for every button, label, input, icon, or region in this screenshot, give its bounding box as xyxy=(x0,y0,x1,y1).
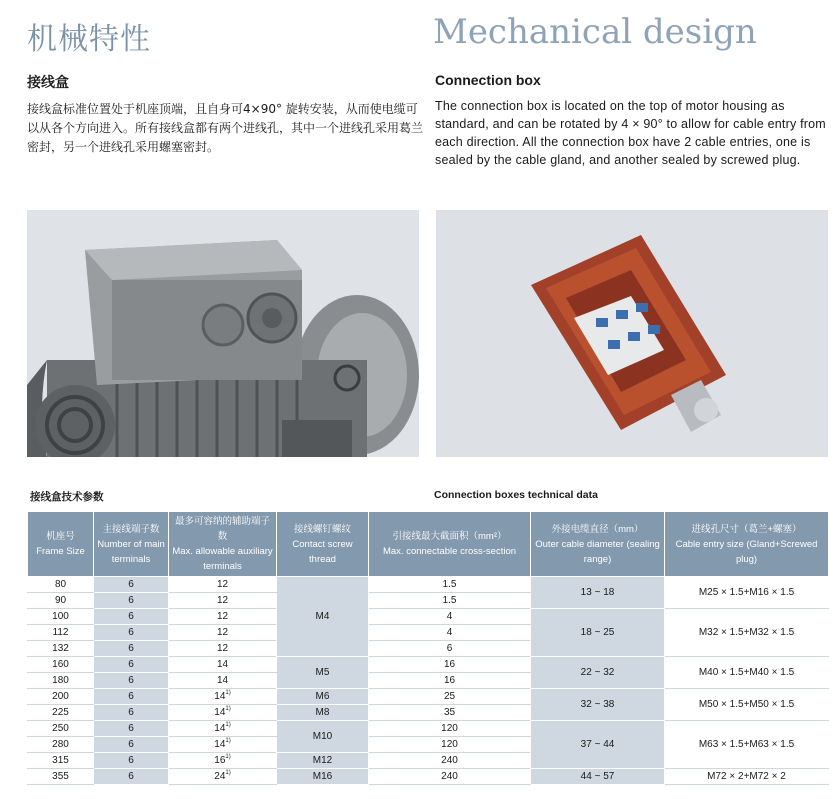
cell-aux-terminals: 24$^{1)}$ xyxy=(169,769,277,785)
footnote-mark: 1) xyxy=(225,706,231,712)
table-row xyxy=(28,657,829,673)
header-en: Contact screw thread xyxy=(292,538,353,565)
cell-screw-thread: M10 xyxy=(277,721,369,753)
cell-frame-size: 80 xyxy=(28,577,94,593)
connection-box-spec-table xyxy=(27,511,829,785)
footnote-mark: 1) xyxy=(225,738,231,744)
cell-cross-section: 240 xyxy=(369,769,531,785)
cell-cross-section: 35 xyxy=(369,705,531,721)
section-subtitle-cn: 接线盒 xyxy=(27,75,69,91)
cell-cable-diameter: 32 ~ 38 xyxy=(531,689,665,721)
cell-aux-terminals: 12 xyxy=(169,577,277,593)
page-title-en: Mechanical design xyxy=(433,12,757,52)
cell-cable-entry: M25 × 1.5+M16 × 1.5 xyxy=(665,577,829,609)
cell-main-terminals: 6 xyxy=(94,721,169,737)
cell-aux-terminals: 14$^{1)}$ xyxy=(169,705,277,721)
cell-screw-thread: M5 xyxy=(277,657,369,689)
header-cn: 进线孔尺寸（葛兰+螺塞） xyxy=(691,523,802,535)
header-cn: 最多可容纳的辅助端子数 xyxy=(174,516,270,542)
cell-aux-terminals: 14$^{1)}$ xyxy=(169,721,277,737)
header-en: Outer cable diameter (sealing range) xyxy=(535,538,660,565)
header-cn: 接线螺钉螺纹 xyxy=(293,523,351,535)
table-caption-en: Connection boxes technical data xyxy=(434,489,598,501)
cell-cable-diameter: 13 ~ 18 xyxy=(531,577,665,609)
cell-cable-diameter: 37 ~ 44 xyxy=(531,721,665,769)
header-cross-section xyxy=(369,512,531,577)
cell-main-terminals: 6 xyxy=(94,593,169,609)
cell-cross-section: 120 xyxy=(369,737,531,753)
table-caption-cn: 接线盒技术参数 xyxy=(30,491,104,503)
table-row xyxy=(28,689,829,705)
cell-main-terminals: 6 xyxy=(94,657,169,673)
cell-screw-thread: M16 xyxy=(277,769,369,785)
cell-frame-size: 180 xyxy=(28,673,94,689)
table-row xyxy=(28,577,829,593)
cell-cross-section: 4 xyxy=(369,625,531,641)
cell-main-terminals: 6 xyxy=(94,625,169,641)
header-en: Max. connectable cross-section xyxy=(382,546,517,557)
header-cable-entry xyxy=(665,512,829,577)
header-cn: 机座号 xyxy=(46,531,75,542)
cell-aux-terminals: 14 xyxy=(169,657,277,673)
cell-cross-section: 120 xyxy=(369,721,531,737)
header-aux-terminals xyxy=(169,512,277,577)
connection-box-photo xyxy=(436,210,828,457)
header-en: Max. allowable auxiliary terminals xyxy=(172,546,273,572)
cell-main-terminals: 6 xyxy=(94,737,169,753)
connection-box-illustration xyxy=(436,210,828,457)
cell-cross-section: 1.5 xyxy=(369,577,531,593)
cell-cable-entry: M32 × 1.5+M32 × 1.5 xyxy=(665,609,829,657)
cell-aux-terminals: 12 xyxy=(169,625,277,641)
cell-screw-thread: M4 xyxy=(277,577,369,657)
table-row xyxy=(28,609,829,625)
section-body-cn: 接线盒标准位置处于机座顶端，且自身可4×90° 旋转安装，从而使电缆可以从各个方向进入。所有接线盒都有两个进线孔，其中一个进线孔采用葛兰密封，另一个进线孔采用螺塞密封。 xyxy=(27,102,424,154)
footnote-mark: 1) xyxy=(225,754,231,760)
cell-frame-size: 225 xyxy=(28,705,94,721)
cell-cable-diameter: 18 ~ 25 xyxy=(531,609,665,657)
cell-cable-entry: M40 × 1.5+M40 × 1.5 xyxy=(665,657,829,689)
footnote-mark: 1) xyxy=(225,722,231,728)
header-en: Number of main terminals xyxy=(97,538,165,565)
header-en: Cable entry size (Gland+Screwed plug) xyxy=(675,538,818,565)
section-subtitle-en: Connection box xyxy=(435,72,541,88)
cell-aux-terminals: 16$^{1)}$ xyxy=(169,753,277,769)
motor-illustration xyxy=(27,210,419,457)
table-body xyxy=(28,577,829,785)
cell-cable-entry: M50 × 1.5+M50 × 1.5 xyxy=(665,689,829,721)
header-cable-diameter xyxy=(531,512,665,577)
cell-cable-entry: M72 × 2+M72 × 2 xyxy=(665,769,829,785)
header-cn: 引接线最大截面积（mm²） xyxy=(392,531,507,542)
cell-cross-section: 240 xyxy=(369,753,531,769)
cell-screw-thread: M8 xyxy=(277,705,369,721)
cell-cross-section: 25 xyxy=(369,689,531,705)
cell-aux-terminals: 12 xyxy=(169,609,277,625)
cell-frame-size: 160 xyxy=(28,657,94,673)
header-screw-thread xyxy=(277,512,369,577)
cell-aux-terminals: 12 xyxy=(169,641,277,657)
header-cn: 主接线端子数 xyxy=(102,523,160,535)
cell-cross-section: 6 xyxy=(369,641,531,657)
cell-main-terminals: 6 xyxy=(94,689,169,705)
cell-cable-diameter: 44 ~ 57 xyxy=(531,769,665,785)
cell-main-terminals: 6 xyxy=(94,705,169,721)
cell-main-terminals: 6 xyxy=(94,641,169,657)
section-body-en: The connection box is located on the top of motor housing as standard, and can be rotated by 4 × 90° to allow for cable entry from each direction. All the connection box have 2 cable entries, one is sealed by the cable gland, and another sealed by screwed plug. xyxy=(435,99,826,167)
cell-aux-terminals: 12 xyxy=(169,593,277,609)
cell-main-terminals: 6 xyxy=(94,577,169,593)
cell-cross-section: 1.5 xyxy=(369,593,531,609)
cell-frame-size: 250 xyxy=(28,721,94,737)
cell-cable-diameter: 22 ~ 32 xyxy=(531,657,665,689)
footnote-mark: 1) xyxy=(225,690,231,696)
header-cn: 外接电缆直径（mm） xyxy=(551,523,644,535)
cell-frame-size: 355 xyxy=(28,769,94,785)
header-frame-size xyxy=(28,512,94,577)
cell-cross-section: 16 xyxy=(369,657,531,673)
motor-photo xyxy=(27,210,419,457)
cell-frame-size: 315 xyxy=(28,753,94,769)
cell-frame-size: 200 xyxy=(28,689,94,705)
table-row xyxy=(28,769,829,785)
cell-screw-thread: M12 xyxy=(277,753,369,769)
table-row xyxy=(28,721,829,737)
cell-frame-size: 112 xyxy=(28,625,94,641)
page-title-cn: 机械特性 xyxy=(27,22,151,57)
header-main-terminals xyxy=(94,512,169,577)
header-en: Frame Size xyxy=(36,546,85,557)
cell-main-terminals: 6 xyxy=(94,609,169,625)
cell-cable-entry: M63 × 1.5+M63 × 1.5 xyxy=(665,721,829,769)
footnote-mark: 1) xyxy=(225,770,231,776)
cell-cross-section: 16 xyxy=(369,673,531,689)
cell-frame-size: 100 xyxy=(28,609,94,625)
cell-main-terminals: 6 xyxy=(94,753,169,769)
cell-screw-thread: M6 xyxy=(277,689,369,705)
cell-main-terminals: 6 xyxy=(94,769,169,785)
table-header-row xyxy=(28,512,829,577)
cell-frame-size: 90 xyxy=(28,593,94,609)
cell-aux-terminals: 14 xyxy=(169,673,277,689)
cell-aux-terminals: 14$^{1)}$ xyxy=(169,737,277,753)
cell-frame-size: 132 xyxy=(28,641,94,657)
cell-frame-size: 280 xyxy=(28,737,94,753)
cell-aux-terminals: 14$^{1)}$ xyxy=(169,689,277,705)
cell-main-terminals: 6 xyxy=(94,673,169,689)
cell-cross-section: 4 xyxy=(369,609,531,625)
